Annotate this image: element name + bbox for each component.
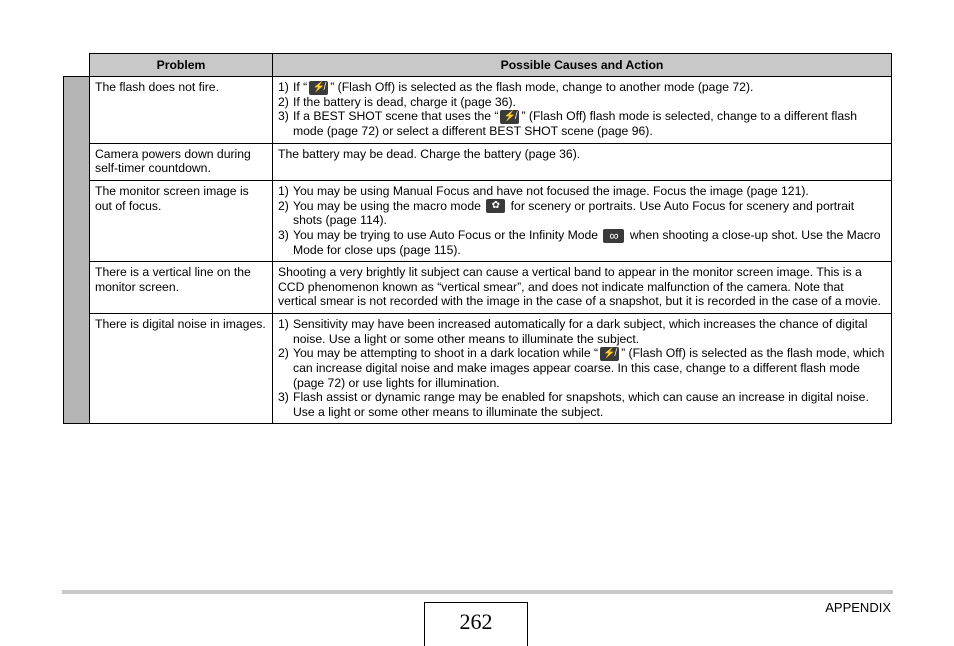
- item-number: 3): [278, 390, 289, 405]
- flash-off-icon: ⚡̸: [600, 347, 619, 361]
- header-problem: Problem: [90, 54, 273, 77]
- footer-rule: [62, 590, 893, 594]
- action-text: The battery may be dead. Charge the battery (page 36).: [278, 146, 581, 161]
- action-text: Shooting a very brightly lit subject can cause a vertical band to appear in the monitor screen image. This is a CCD phenomenon known as “vertical smear”, and does not indicate malfunction of the camera. Note that vertical smear is not recorded with the image in the case of a snapshot, but it is recorded in the case of a movie.: [278, 265, 881, 309]
- action-item: [278, 317, 885, 346]
- action-item: [278, 346, 885, 390]
- table-row: [64, 143, 892, 180]
- item-text-after-icon: ” (Flash Off) flash mode is selected, change to a different flash mode (page 72) or select a different BEST SHOT scene (page 96).: [293, 109, 858, 139]
- action-cell: [273, 143, 892, 180]
- action-item: [278, 95, 885, 110]
- item-text-after-icon: for scenery or portraits. Use Auto Focus for scenery and portrait shots (page 114).: [293, 198, 855, 228]
- action-cell: [273, 314, 892, 424]
- item-number: 2): [278, 94, 289, 109]
- problem-cell: The monitor screen image is out of focus.: [90, 180, 273, 261]
- item-text-before-icon: If a BEST SHOT scene that uses the “: [293, 109, 499, 124]
- item-number: 3): [278, 109, 289, 124]
- troubleshooting-table-container: [63, 53, 892, 424]
- table-row: [64, 180, 892, 261]
- action-item: [278, 109, 885, 138]
- action-item: [278, 228, 885, 257]
- troubleshooting-table: [63, 53, 892, 424]
- problem-cell: There is a vertical line on the monitor screen.: [90, 262, 273, 314]
- item-text-after-icon: when shooting a close-up shot. Use the Macro Mode for close ups (page 115).: [293, 227, 881, 257]
- item-text-after-icon: ” (Flash Off) is selected as the flash mode, which can increase digital noise and make images appear coarse. In this case, change to a different flash mode (page 72) or use lights for illumination.: [293, 346, 885, 390]
- infinity-icon: ∞: [603, 229, 624, 243]
- action-item: [278, 390, 885, 419]
- item-text: You may be using Manual Focus and have not focused the image. Focus the image (page 121).: [293, 183, 809, 198]
- item-number: 2): [278, 198, 289, 213]
- item-text: Flash assist or dynamic range may be enabled for snapshots, which can cause an increase in digital noise. Use a light or some other means to illuminate the subject.: [293, 390, 869, 419]
- table-header-row: [64, 54, 892, 77]
- item-text: If the battery is dead, charge it (page 36).: [293, 94, 516, 109]
- item-number: 3): [278, 227, 289, 242]
- header-causes: Possible Causes and Action: [273, 54, 892, 77]
- item-text-after-icon: ” (Flash Off) is selected as the flash mode, change to another mode (page 72).: [330, 80, 754, 94]
- side-tab-bar: [64, 77, 90, 424]
- item-number: 2): [278, 346, 289, 361]
- problem-cell: The flash does not fire.: [90, 77, 273, 144]
- table-body: [64, 77, 892, 424]
- action-item: [278, 80, 885, 95]
- flash-off-icon: ⚡̸: [500, 110, 519, 124]
- problem-cell: There is digital noise in images.: [90, 314, 273, 424]
- macro-icon: ✿: [486, 199, 505, 213]
- action-cell: [273, 262, 892, 314]
- table-row: [64, 314, 892, 424]
- action-item: [278, 184, 885, 199]
- item-text-before-icon: You may be trying to use Auto Focus or the Infinity Mode: [293, 227, 602, 242]
- action-list: [278, 80, 885, 139]
- item-text-before-icon: You may be using the macro mode: [293, 198, 485, 213]
- header-corner: [64, 54, 90, 77]
- table-row: [64, 262, 892, 314]
- item-number: 1): [278, 183, 289, 198]
- page-number: 262: [424, 602, 528, 646]
- action-list: [278, 184, 885, 257]
- item-text-before-icon: You may be attempting to shoot in a dark location while “: [293, 346, 599, 361]
- action-item: [278, 199, 885, 228]
- action-cell: [273, 77, 892, 144]
- item-number: 1): [278, 80, 289, 94]
- item-number: 1): [278, 317, 289, 332]
- flash-off-icon: ⚡̸: [309, 81, 328, 95]
- table-row: [64, 77, 892, 144]
- action-cell: [273, 180, 892, 261]
- item-text: Sensitivity may have been increased automatically for a dark subject, which increases the chance of digital noise. Use a light or some other means to illuminate the subject.: [293, 317, 868, 346]
- section-label: APPENDIX: [825, 600, 891, 615]
- item-text-before-icon: If “: [293, 80, 308, 94]
- action-list: [278, 317, 885, 419]
- problem-cell: Camera powers down during self-timer countdown.: [90, 143, 273, 180]
